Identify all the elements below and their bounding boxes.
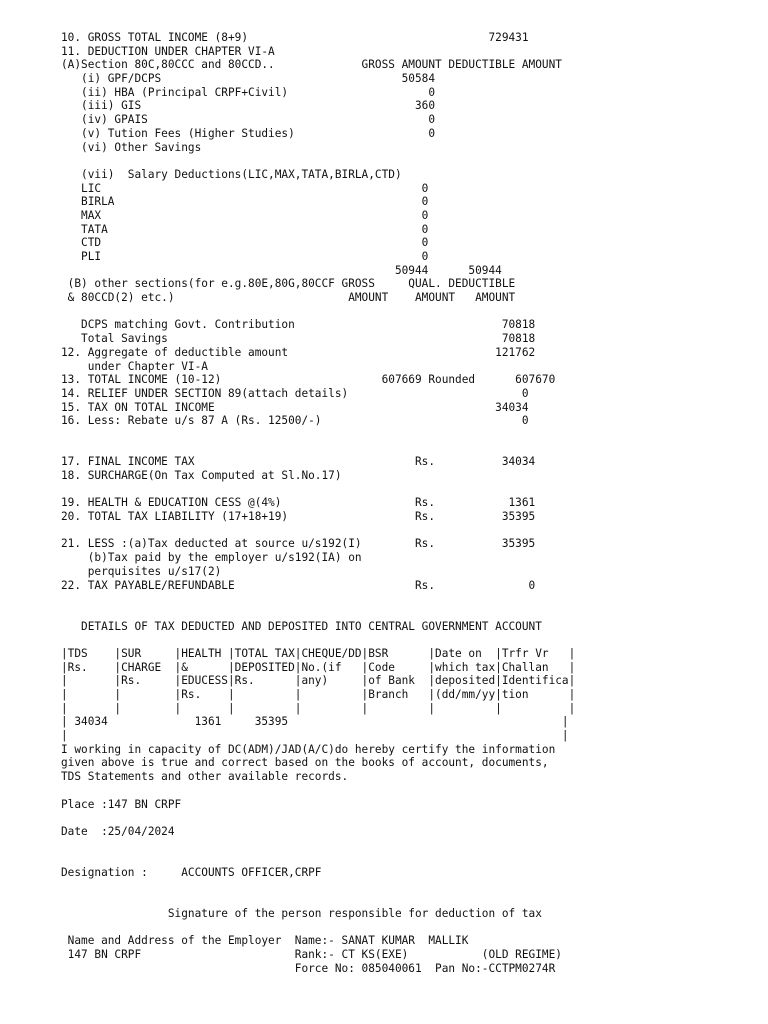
- doc-line: Name and Address of the Employer Name:- SANAT KUMAR MALLIK: [61, 934, 469, 948]
- doc-line: [61, 921, 575, 935]
- doc-line: 21. LESS :(a)Tax deducted at source u/s192(I) Rs. 35395: [61, 537, 536, 551]
- doc-line: | |: [61, 729, 569, 743]
- doc-line: [61, 428, 575, 442]
- doc-line: PLI 0: [61, 250, 429, 263]
- doc-line: (ii) HBA (Principal CRPF+Civil) 0: [61, 85, 436, 99]
- doc-line: (i) GPF/DCPS 50584: [61, 72, 436, 86]
- doc-line: |Rs. |CHARGE |& |DEPOSITED|No.(if |Code |which tax|Challan |: [61, 660, 576, 674]
- doc-line: [61, 839, 575, 853]
- doc-line: (A)Section 80C,80CCC and 80CCD.. GROSS AMOUNT DEDUCTIBLE AMOUNT: [61, 58, 562, 72]
- doc-line: 13. TOTAL INCOME (10-12) 607669 Rounded 607670: [61, 373, 556, 387]
- doc-line: [61, 154, 575, 168]
- doc-line: 18. SURCHARGE(On Tax Computed at Sl.No.17): [61, 469, 342, 482]
- doc-line: 147 BN CRPF Rank:- CT KS(EXE) (OLD REGIME): [61, 948, 562, 962]
- doc-line: TATA 0: [61, 222, 429, 236]
- doc-line: | | |Rs. | | |Branch |(dd/mm/yy|tion |: [61, 688, 576, 701]
- doc-line: [61, 893, 575, 907]
- doc-line: (b)Tax paid by the employer u/s192(IA) on: [61, 551, 362, 565]
- doc-line: 17. FINAL INCOME TAX Rs. 34034: [61, 455, 536, 469]
- doc-line: [61, 305, 575, 319]
- doc-line: (B) other sections(for e.g.80E,80G,80CCF GROSS QUAL. DEDUCTIBLE: [61, 277, 516, 291]
- doc-line: [61, 784, 575, 798]
- doc-line: 12. Aggregate of deductible amount 121762: [61, 345, 536, 359]
- doc-line: 50944 50944: [61, 263, 502, 277]
- doc-line: 11. DEDUCTION UNDER CHAPTER VI-A: [61, 44, 275, 58]
- doc-line: [61, 852, 575, 866]
- doc-line: [61, 592, 575, 606]
- doc-line: [61, 606, 575, 620]
- doc-line: BIRLA 0: [61, 195, 429, 209]
- doc-line: | | | | | | | | |: [61, 701, 576, 715]
- doc-line: Place :147 BN CRPF: [61, 797, 182, 811]
- doc-line: DCPS matching Govt. Contribution 70818: [61, 318, 536, 332]
- doc-line: [61, 633, 575, 647]
- doc-line: I working in capacity of DC(ADM)/JAD(A/C)do hereby certify the information: [61, 742, 556, 756]
- doc-line: 16. Less: Rebate u/s 87 A (Rs. 12500/-) 0: [61, 414, 529, 428]
- doc-line: (vii) Salary Deductions(LIC,MAX,TATA,BIRLA,CTD): [61, 167, 402, 181]
- doc-line: [61, 811, 575, 825]
- doc-line: given above is true and correct based on the books of account, documents,: [61, 756, 549, 770]
- doc-line: DETAILS OF TAX DEDUCTED AND DEPOSITED INTO CENTRAL GOVERNMENT ACCOUNT: [61, 619, 542, 633]
- doc-line: 10. GROSS TOTAL INCOME (8+9) 729431: [61, 31, 529, 44]
- doc-line: [61, 524, 575, 538]
- doc-line: Force No: 085040061 Pan No:-CCTPM0274R: [61, 961, 556, 975]
- doc-line: |TDS |SUR |HEALTH |TOTAL TAX|CHEQUE/DD|BSR |Date on |Trfr Vr |: [61, 646, 576, 660]
- doc-line: (iii) GIS 360: [61, 99, 436, 113]
- doc-line: [61, 880, 575, 894]
- doc-line: 20. TOTAL TAX LIABILITY (17+18+19) Rs. 35395: [61, 510, 536, 524]
- doc-line: 22. TAX PAYABLE/REFUNDABLE Rs. 0: [61, 578, 536, 592]
- doc-line: 15. TAX ON TOTAL INCOME 34034: [61, 400, 529, 414]
- doc-line: MAX 0: [61, 208, 429, 222]
- doc-line: & 80CCD(2) etc.) AMOUNT AMOUNT AMOUNT: [61, 291, 516, 305]
- doc-line: CTD 0: [61, 236, 429, 250]
- doc-line: 14. RELIEF UNDER SECTION 89(attach details) 0: [61, 386, 529, 400]
- doc-line: (vi) Other Savings: [61, 140, 202, 154]
- doc-line: TDS Statements and other available records.: [61, 770, 349, 784]
- doc-line: Designation : ACCOUNTS OFFICER,CRPF: [61, 865, 322, 879]
- doc-line: Total Savings 70818: [61, 332, 536, 346]
- doc-line: [61, 442, 575, 456]
- doc-line: | 34034 1361 35395 |: [61, 715, 569, 729]
- doc-line: LIC 0: [61, 181, 429, 195]
- tax-form-document: [61, 31, 575, 975]
- doc-line: [61, 483, 575, 497]
- doc-line: Date :25/04/2024: [61, 824, 175, 838]
- doc-line: Signature of the person responsible for deduction of tax: [61, 907, 542, 920]
- doc-line: (iv) GPAIS 0: [61, 113, 436, 127]
- doc-line: | |Rs. |EDUCESS|Rs. |any) |of Bank |deposited|Identifica|: [61, 674, 576, 688]
- doc-line: (v) Tution Fees (Higher Studies) 0: [61, 126, 436, 140]
- doc-line: 19. HEALTH & EDUCATION CESS @(4%) Rs. 1361: [61, 496, 536, 510]
- doc-line: perquisites u/s17(2): [61, 564, 222, 578]
- doc-line: under Chapter VI-A: [61, 359, 208, 373]
